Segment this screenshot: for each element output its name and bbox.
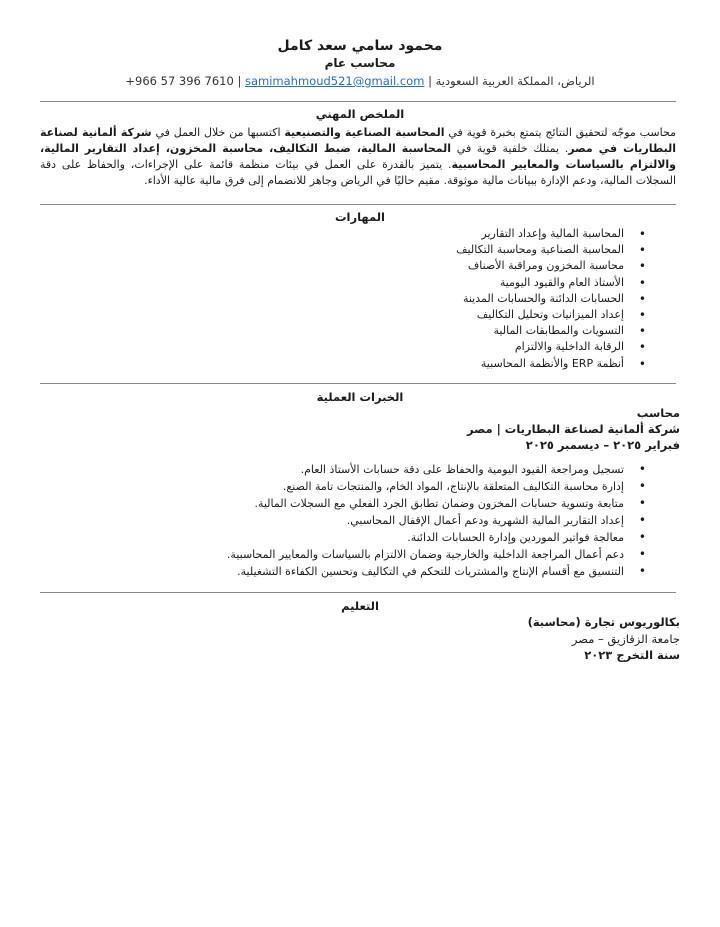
location-text: الرياض، المملكة العربية السعودية: [435, 74, 595, 88]
list-item: • أنظمة ERP والأنظمة المحاسبية: [456, 356, 650, 372]
section-divider: [40, 101, 676, 102]
summary-paragraph: محاسب موجّه لتحقيق النتائج يتمتع بخبرة قوية في المحاسبة الصناعية والتصنيعية اكتسبها من خلال العمل في شركة ألمانية لصناعة البطاريات في مصر. يمتلك خلفية قوية في المحاسبة المالية، ضبط التكاليف، محاسبة المخزون، إعداد التقارير المالية، والالتزام بالسياسات والمعايير المحاسبية. يتميز بالقدرة على العمل في بيئات منظمة قائمة على الإجراءات، والحفاظ على دقة السجلات المالية، ودعم الإدارة ببيانات مالية موثوقة. مقيم حاليًا في الرياض وجاهز للانضمام إلى فرق مالية عالية الأداء.: [40, 126, 676, 187]
list-item: • محاسبة المخزون ومراقبة الأصناف: [456, 258, 650, 274]
experience-role: محاسب: [636, 406, 680, 420]
education-university: جامعة الزقازيق – مصر: [571, 632, 680, 646]
list-item: • المحاسبة الصناعية ومحاسبة التكاليف: [456, 242, 650, 258]
contact-separator: |: [237, 74, 242, 88]
education-degree: بكالوريوس تجارة (محاسبة): [527, 615, 680, 629]
job-title: محاسب عام: [324, 56, 396, 70]
list-item: • دعم أعمال المراجعة الداخلية والخارجية وضمان الالتزام بالسياسات والمعايير المحاسبية.: [227, 546, 650, 563]
summary-heading: الملخص المهني: [315, 107, 405, 121]
list-item: • متابعة وتسوية حسابات المخزون وضمان تطابق الجرد الفعلي مع السجلات المالية.: [227, 495, 650, 512]
experience-company: شركة ألمانية لصناعة البطاريات | مصر: [466, 422, 680, 436]
list-item: • الرقابة الداخلية والالتزام: [456, 339, 650, 355]
list-item: • معالجة فواتير الموردين وإدارة الحسابات الدائنة.: [227, 529, 650, 546]
list-item: • إعداد التقارير المالية الشهرية ودعم أعمال الإقفال المحاسبي.: [227, 512, 650, 529]
section-divider: [40, 204, 676, 205]
contact-line: [0, 74, 720, 88]
list-item: • الحسابات الدائنة والحسابات المدينة: [456, 291, 650, 307]
skills-list: [456, 226, 650, 372]
list-item: • إعداد الميزانيات وتحليل التكاليف: [456, 307, 650, 323]
list-item: • الأستاذ العام والقيود اليومية: [456, 275, 650, 291]
education-graduation: سنة التخرج ٢٠٢٣: [584, 648, 680, 662]
experience-heading: الخبرات العملية: [316, 390, 404, 404]
candidate-name: محمود سامي سعد كامل: [277, 38, 443, 54]
list-item: • إدارة محاسبة التكاليف المتعلقة بالإنتاج، المواد الخام، والمنتجات تامة الصنع.: [227, 478, 650, 495]
duties-list: [227, 461, 650, 580]
list-item: • التسويات والمطابقات المالية: [456, 323, 650, 339]
list-item: • المحاسبة المالية وإعداد التقارير: [456, 226, 650, 242]
phone-number: +966 57 396 7610: [125, 74, 234, 88]
experience-period: فبراير ٢٠٢٥ – ديسمبر ٢٠٢٥: [525, 438, 680, 452]
list-item: • تسجيل ومراجعة القيود اليومية والحفاظ على دقة حسابات الأستاذ العام.: [227, 461, 650, 478]
section-divider: [40, 592, 676, 593]
contact-separator: |: [428, 74, 432, 88]
skills-heading: المهارات: [335, 210, 385, 224]
section-divider: [40, 383, 676, 384]
education-heading: التعليم: [341, 599, 379, 613]
list-item: • التنسيق مع أقسام الإنتاج والمشتريات للتحكم في التكاليف وتحسين الكفاءة التشغيلية.: [227, 563, 650, 580]
email-link[interactable]: samimahmoud521@gmail.com: [244, 74, 425, 88]
